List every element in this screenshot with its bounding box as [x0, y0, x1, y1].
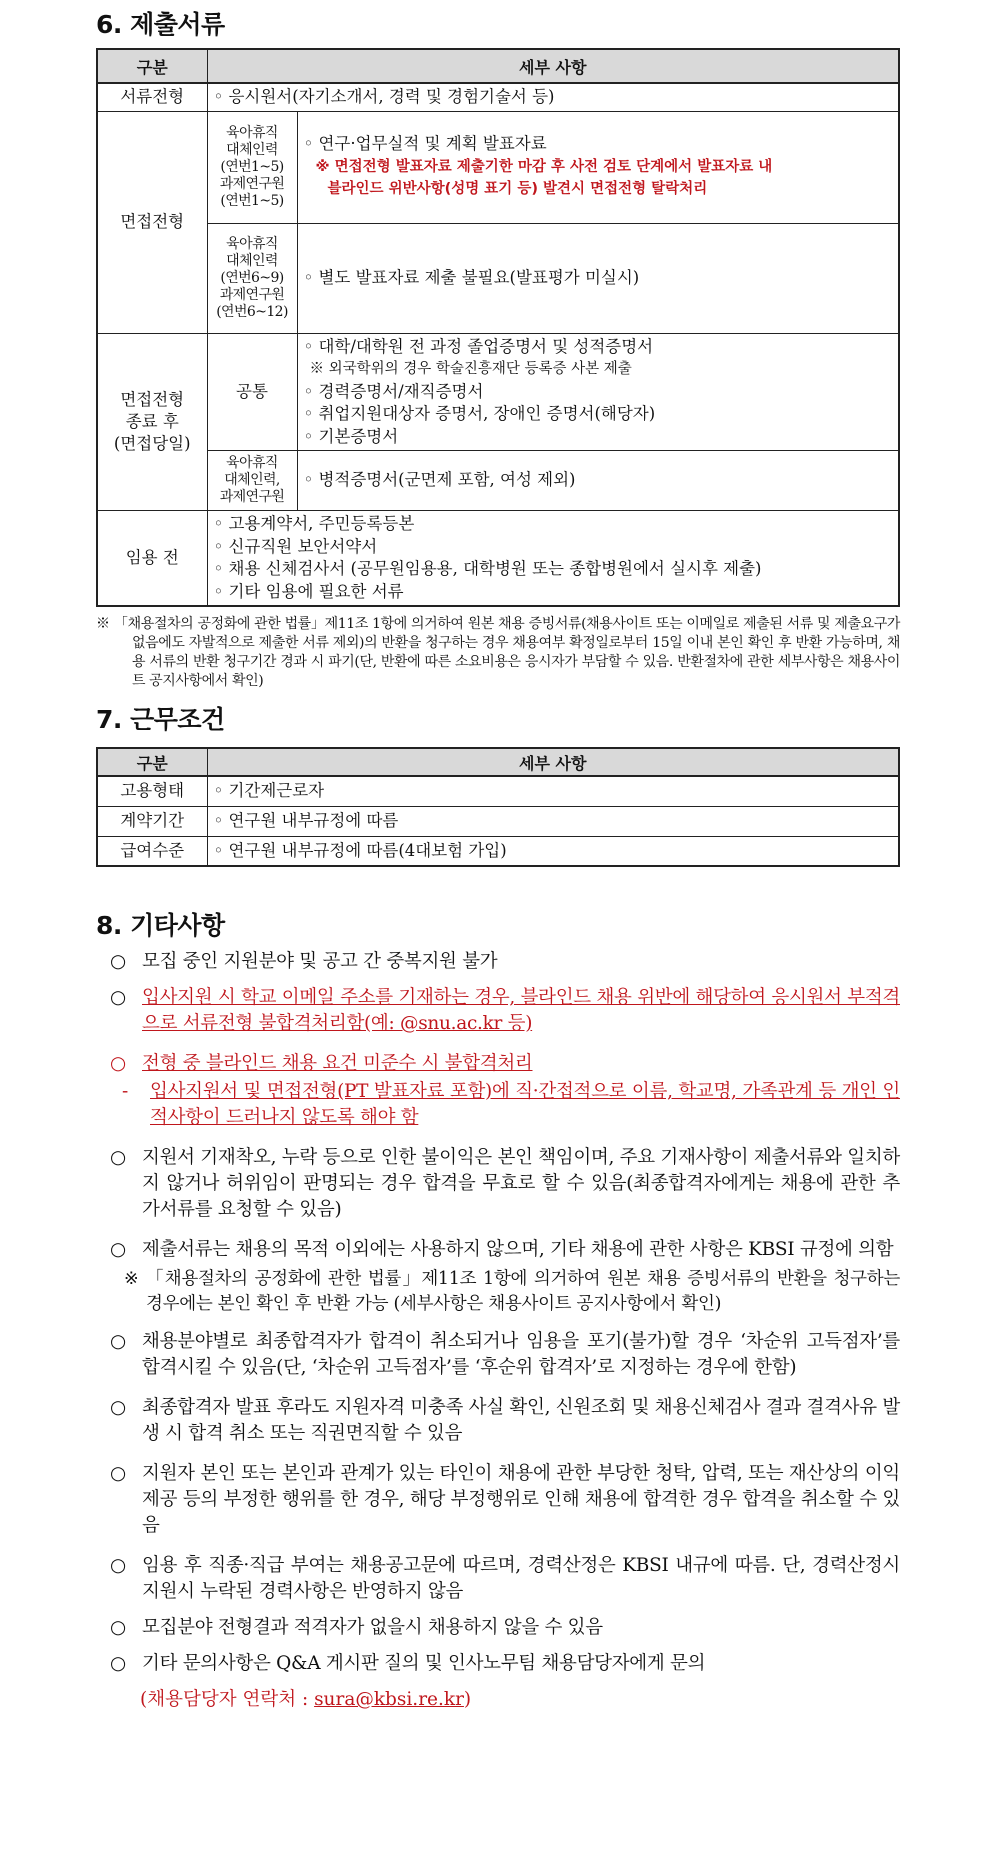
detail-item: ◦ 기본증명서: [303, 426, 399, 446]
list-item: ○ 모집분야 전형결과 적격자가 없을시 채용하지 않을 수 있음: [110, 1617, 603, 1638]
blind-warning-note: ※ 면접전형 발표자료 제출기한 마감 후 사전 검토 단계에서 발표자료 내: [315, 158, 773, 175]
list-item-email-warning: ○ 입사지원 시 학교 이메일 주소를 기재하는 경우, 블라인드 채용 위반에 해당하여 응시원서 부적격으로 서류전형 불합격처리함(예: @snu.ac.kr 등): [110, 987, 900, 1034]
detail-item: ◦ 경력증명서/재직증명서: [303, 381, 484, 401]
col-header-details: 세부 사항: [207, 748, 899, 776]
row-after-interview-common: [97, 333, 899, 451]
row-detail: ◦ 연구원 내부규정에 따름: [207, 806, 899, 836]
table-header-row: [97, 49, 899, 83]
detail-item: ◦ 응시원서(자기소개서, 경력 및 경험기술서 등): [213, 87, 555, 106]
list-subitem: - 입사지원서 및 면접전형(PT 발표자료 포함)에 직·간접적으로 이름, 학교명, 가족관계 등 개인 인적사항이 드러나지 않도록 해야 함: [122, 1081, 900, 1128]
row-interview-1: [97, 111, 899, 223]
detail-note: ※ 외국학위의 경우 학술진흥재단 등록증 사본 제출: [309, 361, 632, 377]
table-row: [97, 806, 899, 836]
section-7-title: 7. 근무조건: [96, 705, 225, 734]
contact-info: (채용담당자 연락처 : sura@kbsi.re.kr): [140, 1689, 472, 1710]
detail-item: ◦ 채용 신체검사서 (공무원임용용, 대학병원 또는 종합병원에서 실시후 제출): [213, 559, 762, 578]
detail-item: ◦ 대학/대학원 전 과정 졸업증명서 및 성적증명서: [303, 336, 654, 356]
table-header-row: [97, 748, 899, 776]
row-label: 서류전형: [97, 83, 207, 111]
detail-item: ◦ 신규직원 보안서약서: [213, 536, 378, 556]
list-item: ○ 지원서 기재착오, 누락 등으로 인한 불이익은 본인 책임이며, 주요 기재사항이 제출서류와 일치하지 않거나 허위임이 판명되는 경우 합격을 무효로 할 수 있음(최종합격자에게는 채용에 관한 추가서류를 요청할 수 있음): [110, 1147, 900, 1220]
list-item: ○ 최종합격자 발표 후라도 지원자격 미충족 사실 확인, 신원조회 및 채용신체검사 결과 결격사유 발생 시 합격 취소 또는 직권면직할 수 있음: [110, 1397, 900, 1444]
working-conditions-table: [96, 747, 900, 867]
row-label: 면접전형: [97, 111, 207, 333]
list-item-blind-requirement: ○ 전형 중 블라인드 채용 요건 미준수 시 불합격처리: [110, 1053, 533, 1074]
list-subnote: ※ 「채용절차의 공정화에 관한 법률」제11조 1항에 의거하여 원본 채용 증빙서류의 반환을 청구하는 경우에는 본인 확인 후 반환 가능 (세부사항은 채용사이트 공지사항에서 확인): [124, 1269, 900, 1314]
row-interview-2: [97, 223, 899, 333]
list-item: ○ 임용 후 직종·직급 부여는 채용공고문에 따르며, 경력산정은 KBSI 내규에 따름. 단, 경력산정시 지원시 누락된 경력사항은 반영하지 않음: [110, 1555, 900, 1602]
section-6-title: 6. 제출서류: [96, 10, 225, 39]
submission-docs-table: [96, 48, 900, 607]
document-return-note: ※ 「채용절차의 공정화에 관한 법률」제11조 1항에 의거하여 원본 채용 증빙서류(채용사이트 또는 이메일로 제출된 서류 및 제출요구가 없음에도 자발적으로 제출한 서류 제외)의 반환을 청구하는 경우 채용여부 확정일로부터 15일 이내 본인 확인 후 반환 가능하며, 채용 서류의 반환 청구기간 경과 시 파기(단, 반환에 따른 소요비용은 응시자가 부담할 수 있음. 반환절차에 관한 세부사항은 채용사이트 공지사항에서 확인): [96, 616, 900, 689]
col-header-category: 구분: [97, 49, 207, 83]
list-item: ○ 기타 문의사항은 Q&A 게시판 질의 및 인사노무팀 채용담당자에게 문의: [110, 1653, 706, 1674]
section-8-title: 8. 기타사항: [96, 911, 225, 940]
sub-label: 육아휴직 대체인력 (연번6~9) 과제연구원 (연번6~12): [207, 223, 297, 333]
sub-label: 육아휴직 대체인력 (연번1~5) 과제연구원 (연번1~5): [207, 111, 297, 223]
list-item: ○ 채용분야별로 최종합격자가 합격이 취소되거나 임용을 포기(불가)할 경우 ‘차순위 고득점자’를 합격시킬 수 있음(단, ‘차순위 고득점자’를 ‘후순위 합격자’로 지정하는 경우에 한함): [110, 1331, 900, 1378]
row-detail: ◦ 기간제근로자: [207, 776, 899, 806]
col-header-details: 세부 사항: [207, 49, 899, 83]
row-doc-screening: [97, 83, 899, 111]
blind-warning-note-cont: 블라인드 위반사항(성명 표기 등) 발견시 면접전형 탈락처리: [327, 181, 708, 198]
row-label: 면접전형 종료 후 (면접당일): [97, 333, 207, 511]
row-label: 임용 전: [97, 511, 207, 607]
detail-item: ◦ 고용계약서, 주민등록등본: [213, 514, 415, 533]
sub-label: 육아휴직 대체인력, 과제연구원: [207, 451, 297, 511]
detail-item: ◦ 병적증명서(군면제 포함, 여성 제외): [303, 470, 576, 490]
detail-item: ◦ 기타 임용에 필요한 서류: [213, 581, 404, 601]
row-label: 고용형태: [97, 776, 207, 806]
table-row: [97, 836, 899, 866]
contact-email-link[interactable]: sura@kbsi.re.kr: [314, 1689, 464, 1710]
row-label: 급여수준: [97, 836, 207, 866]
list-item: ○ 모집 중인 지원분야 및 공고 간 중복지원 불가: [110, 951, 498, 972]
detail-item: ◦ 연구·업무실적 및 계획 발표자료: [303, 134, 547, 154]
detail-item: ◦ 별도 발표자료 제출 불필요(발표평가 미실시): [303, 267, 640, 287]
detail-item: ◦ 취업지원대상자 증명서, 장애인 증명서(해당자): [303, 404, 656, 423]
row-detail: ◦ 연구원 내부규정에 따름(4대보험 가입): [207, 836, 899, 866]
sub-label: 공통: [207, 333, 297, 451]
row-label: 계약기간: [97, 806, 207, 836]
row-before-appointment: [97, 511, 899, 607]
other-matters-list: [96, 949, 900, 1713]
list-item: ○ 지원자 본인 또는 본인과 관계가 있는 타인이 채용에 관한 부당한 청탁, 압력, 또는 재산상의 이익 제공 등의 부정한 행위를 한 경우, 해당 부정행위로 인해 채용에 합격한 경우 합격을 취소할 수 있음: [110, 1463, 900, 1536]
table-row: [97, 776, 899, 806]
row-after-interview-sub: [97, 451, 899, 511]
col-header-category: 구분: [97, 748, 207, 776]
list-item: ○ 제출서류는 채용의 목적 이외에는 사용하지 않으며, 기타 채용에 관한 사항은 KBSI 규정에 의함: [110, 1239, 894, 1260]
